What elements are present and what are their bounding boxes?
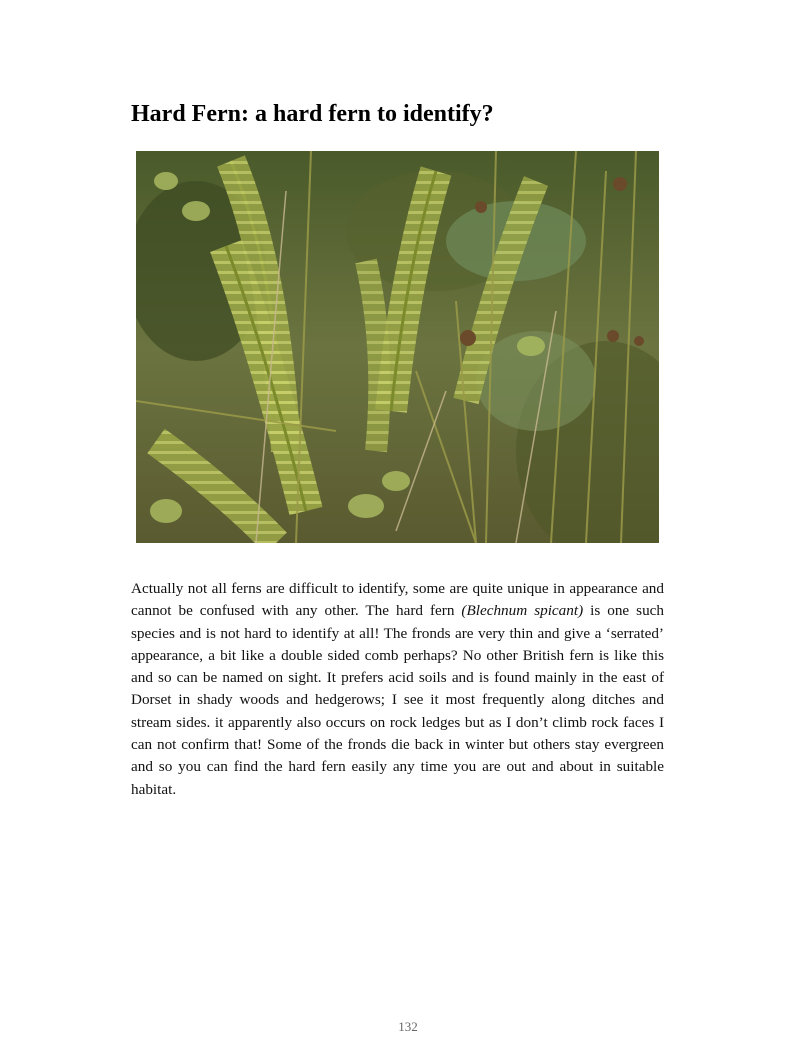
hard-fern-photo [136, 151, 659, 543]
species-name: (Blechnum spicant) [461, 602, 584, 620]
page-number: 132 [398, 1019, 418, 1034]
page-title: Hard Fern: a hard fern to identify? [131, 101, 494, 127]
body-text-part-1: Actually not all ferns are difficult to identify, some are quite unique in appearance and cannot be confused with any other. The hard fern [131, 580, 664, 620]
body-text-part-2: is one such species and is not hard to identify at all! The fronds are very thin and give a ‘serrated’ appearance, a bit like a double sided comb perhaps? No other British fern is like this and so can be named on sight. It prefers acid soils and is found mainly in the east of Dorset in shady woods and hedgerows; I see it most frequently along ditches and stream sides. it apparently also occurs on rock ledges but as I don’t climb rock faces I can not confirm that! Some of the fronds die back in winter but others stay evergreen and so you can find the hard fern easily any time you are out and about in suitable habitat. [131, 602, 665, 798]
body-paragraph [131, 578, 664, 801]
